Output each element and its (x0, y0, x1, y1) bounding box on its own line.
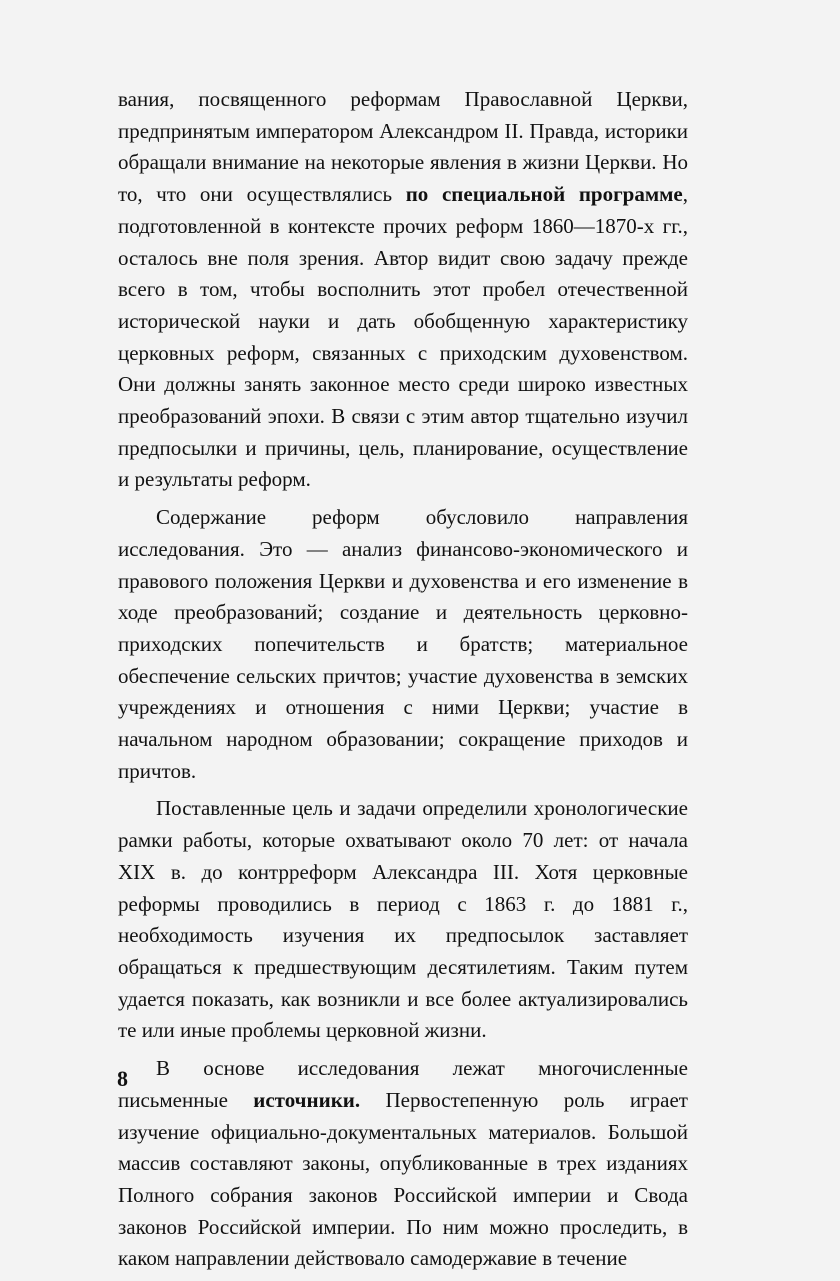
paragraph-1-end: , подготовленной в контексте прочих реформ 1860—1870-х гг., осталось вне поля зрения. Автор видит свою задачу прежде всего в том, чтобы восполнить этот пробел отечественной исторической науки и дать обобщенную характеристику церковных реформ, связанных с приходским духовенством. Они должны занять законное место среди широко известных преобразований эпохи. В связи с этим автор тщательно изучил предпосылки и причины, цель, планирование, осуществление и результаты реформ. (118, 182, 689, 492)
paragraph-3: Поставленные цель и задачи определили хронологические рамки работы, которые охватывают около 70 лет: от начала XIX в. до контрреформ Александра III. Хотя церковные реформы проводились в период с 1863 г. до 1881 г., необходимость изучения их предпосылок заставляет обращаться к предшествующим десятилетиям. Таким путем удается показать, как возникли и все более актуализировались те или иные проблемы церковной жизни. (118, 796, 688, 1043)
paragraph-2: Содержание реформ обусловило направления исследования. Это — анализ финансово-экономического и правового положения Церкви и духовенства и его изменение в ходе преобразований; создание и деятельность церковно-приходских попечительств и братств; материальное обеспечение сельских причтов; участие духовенства в земских учреждениях и отношения с ними Церкви; участие в начальном народном образовании; сокращение приходов и причтов. (118, 505, 688, 783)
page-number: 8 (117, 1066, 128, 1091)
body-text (118, 84, 688, 1281)
paragraph-4-end: Первостепенную роль играет изучение официально-документальных материалов. Большой массив составляют законы, опубликованные в трех изданиях Полного собрания законов Российской империи и Свода законов Российской империи. По ним можно проследить, в каком направлении действовало самодержавие в течение (118, 1087, 688, 1271)
paragraph-4-start: В основе исследования лежат многочисленные письменные (118, 1056, 688, 1112)
paragraph-1-emphasis: по специальной программе (405, 182, 683, 207)
paragraph-4-emphasis: источники. (253, 1087, 361, 1112)
paragraph-4 (118, 1053, 688, 1275)
paragraph-1-start: вания, посвященного реформам Православной Церкви, предпринятым императором Александром II. Правда, историки обращали внимание на некоторые явления в жизни Церкви. Но то, что они осуществлялись (118, 87, 688, 207)
paragraph-1 (118, 84, 688, 496)
